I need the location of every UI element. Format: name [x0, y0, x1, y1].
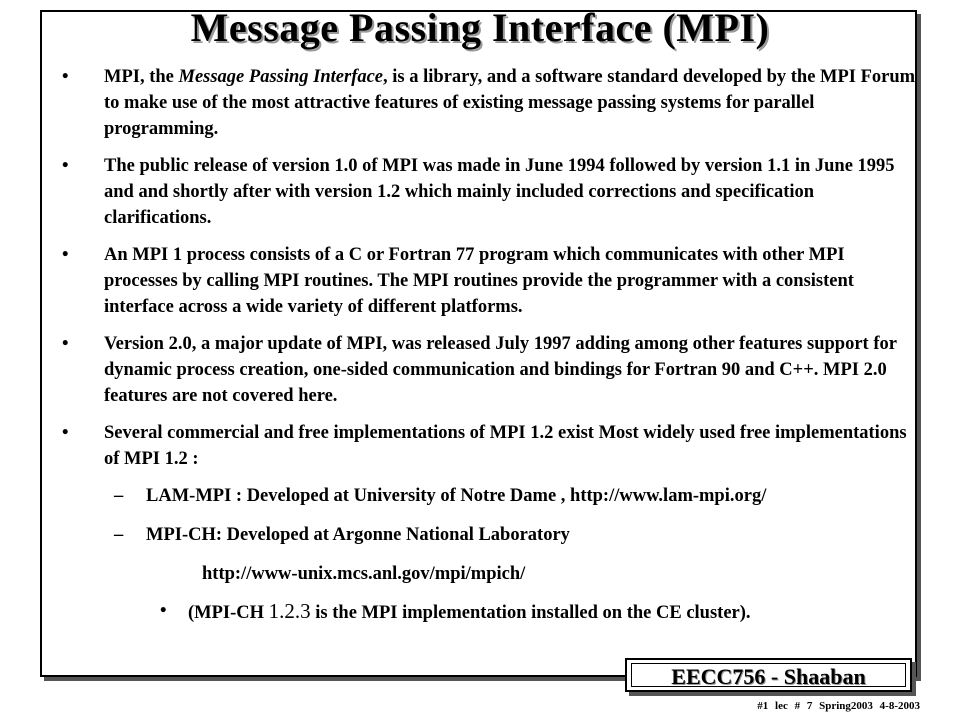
dash-icon: – [114, 486, 124, 506]
mpich-url: http://www-unix.mcs.anl.gov/mpi/mpich/ [202, 564, 526, 584]
bullet-text: Version 2.0, a major update of MPI, was released July 1997 adding among other features support for dynamic process creation, one-sided communication and bindings for Fortran 90 and C++. MPI 2.0 features are not covered here. [104, 334, 897, 406]
bullet-item [62, 331, 922, 409]
note-version: 1.2.3 [268, 599, 311, 623]
course-badge-label: EECC756 - Shaaban [631, 663, 906, 687]
bullet-text: The public release of version 1.0 of MPI was made in June 1994 followed by version 1.1 in June 1995 and and shortly after with version 1.2 which mainly included corrections and specification clarifications. [104, 156, 895, 228]
bullet-text [104, 67, 915, 139]
bullet-item [62, 242, 922, 320]
sub-item-text: LAM-MPI : Developed at University of Notre Dame , http://www.lam-mpi.org/ [146, 486, 767, 506]
sub-item-lam-mpi [62, 483, 922, 509]
bullet-icon: • [62, 156, 69, 176]
bullet-text: Several commercial and free implementations of MPI 1.2 exist Most widely used free implementations of MPI 1.2 : [104, 423, 907, 469]
bullet-icon: • [160, 601, 167, 621]
sub-item-text: MPI-CH: Developed at Argonne National Laboratory [146, 525, 570, 545]
bullet-item [62, 420, 922, 472]
bullet-text-emphasis: Message Passing Interface [178, 67, 384, 87]
cluster-note [62, 598, 922, 626]
slide-title: Message Passing Interface (MPI) [190, 5, 770, 50]
note-text-part: is the MPI implementation installed on the CE cluster). [310, 603, 751, 623]
bullet-text: An MPI 1 process consists of a C or Fortran 77 program which communicates with other MPI processes by calling MPI routines. The MPI routines provide the programmer with a consistent interface across a wide variety of different platforms. [104, 245, 854, 317]
bullet-item [62, 153, 922, 231]
bullet-icon: • [62, 334, 69, 354]
dash-icon: – [114, 525, 124, 545]
bullet-text-part: MPI, the [104, 67, 179, 87]
bullet-item [62, 64, 922, 142]
sub-item-mpi-ch [62, 522, 922, 548]
course-badge [625, 658, 912, 692]
bullet-icon: • [62, 423, 69, 443]
note-text-part: (MPI-CH [188, 603, 269, 623]
lecture-info: #1 lec # 7 Spring2003 4-8-2003 [757, 700, 920, 712]
bullet-icon: • [62, 245, 69, 265]
bullet-icon: • [62, 67, 69, 87]
bullet-text-part: , is a library, and a software standard developed by the MPI Forum to make use of the most attractive features of existing message passing systems for parallel programming. [104, 67, 916, 139]
slide-content [62, 64, 922, 626]
